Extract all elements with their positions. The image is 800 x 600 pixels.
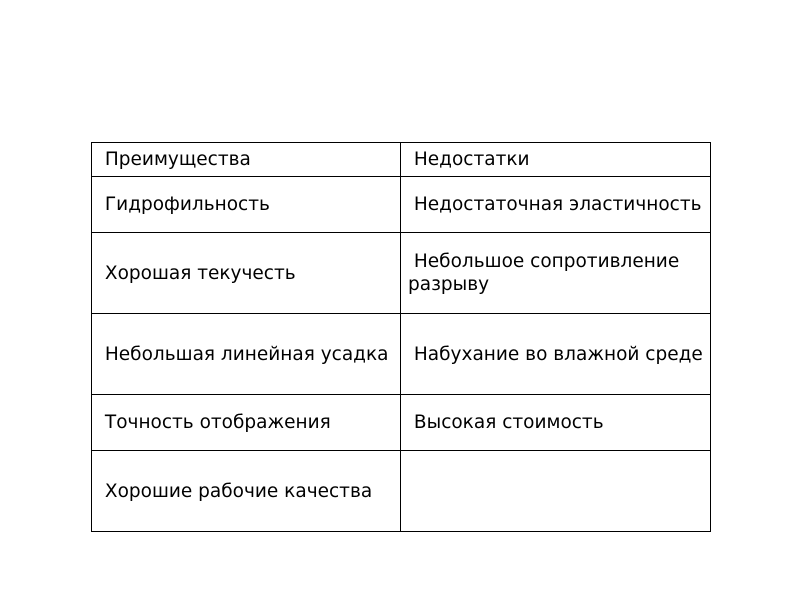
advantage-text: Небольшая линейная усадка <box>99 343 389 365</box>
table-row <box>92 395 711 451</box>
advantage-cell <box>92 233 401 314</box>
advantage-text: Точность отображения <box>99 412 331 433</box>
table-row <box>92 177 711 233</box>
table-row <box>92 233 711 314</box>
advantage-cell <box>92 451 401 532</box>
advantage-cell <box>92 395 401 451</box>
disadvantage-cell <box>401 177 711 233</box>
disadvantage-text: Набухание во влажной среде <box>408 343 703 365</box>
disadvantage-cell <box>401 314 711 395</box>
disadvantage-text: Небольшое сопротивление разрыву <box>408 251 686 295</box>
advantage-cell <box>92 177 401 233</box>
table-header-row <box>92 143 711 177</box>
disadvantage-cell <box>401 395 711 451</box>
disadvantage-text: Недостаточная эластичность <box>408 194 702 215</box>
advantage-text: Хорошие рабочие качества <box>99 480 373 502</box>
advantage-text: Хорошая текучесть <box>99 262 296 284</box>
advantage-cell <box>92 314 401 395</box>
header-cell-advantages <box>92 143 401 177</box>
comparison-table <box>91 142 711 532</box>
table-row <box>92 314 711 395</box>
table-row <box>92 451 711 532</box>
header-advantages-label: Преимущества <box>99 149 251 170</box>
header-disadvantages-label: Недостатки <box>408 149 530 170</box>
disadvantage-cell <box>401 233 711 314</box>
header-cell-disadvantages <box>401 143 711 177</box>
disadvantage-cell <box>401 451 711 532</box>
disadvantage-text: Высокая стоимость <box>408 412 604 433</box>
advantage-text: Гидрофильность <box>99 194 270 215</box>
